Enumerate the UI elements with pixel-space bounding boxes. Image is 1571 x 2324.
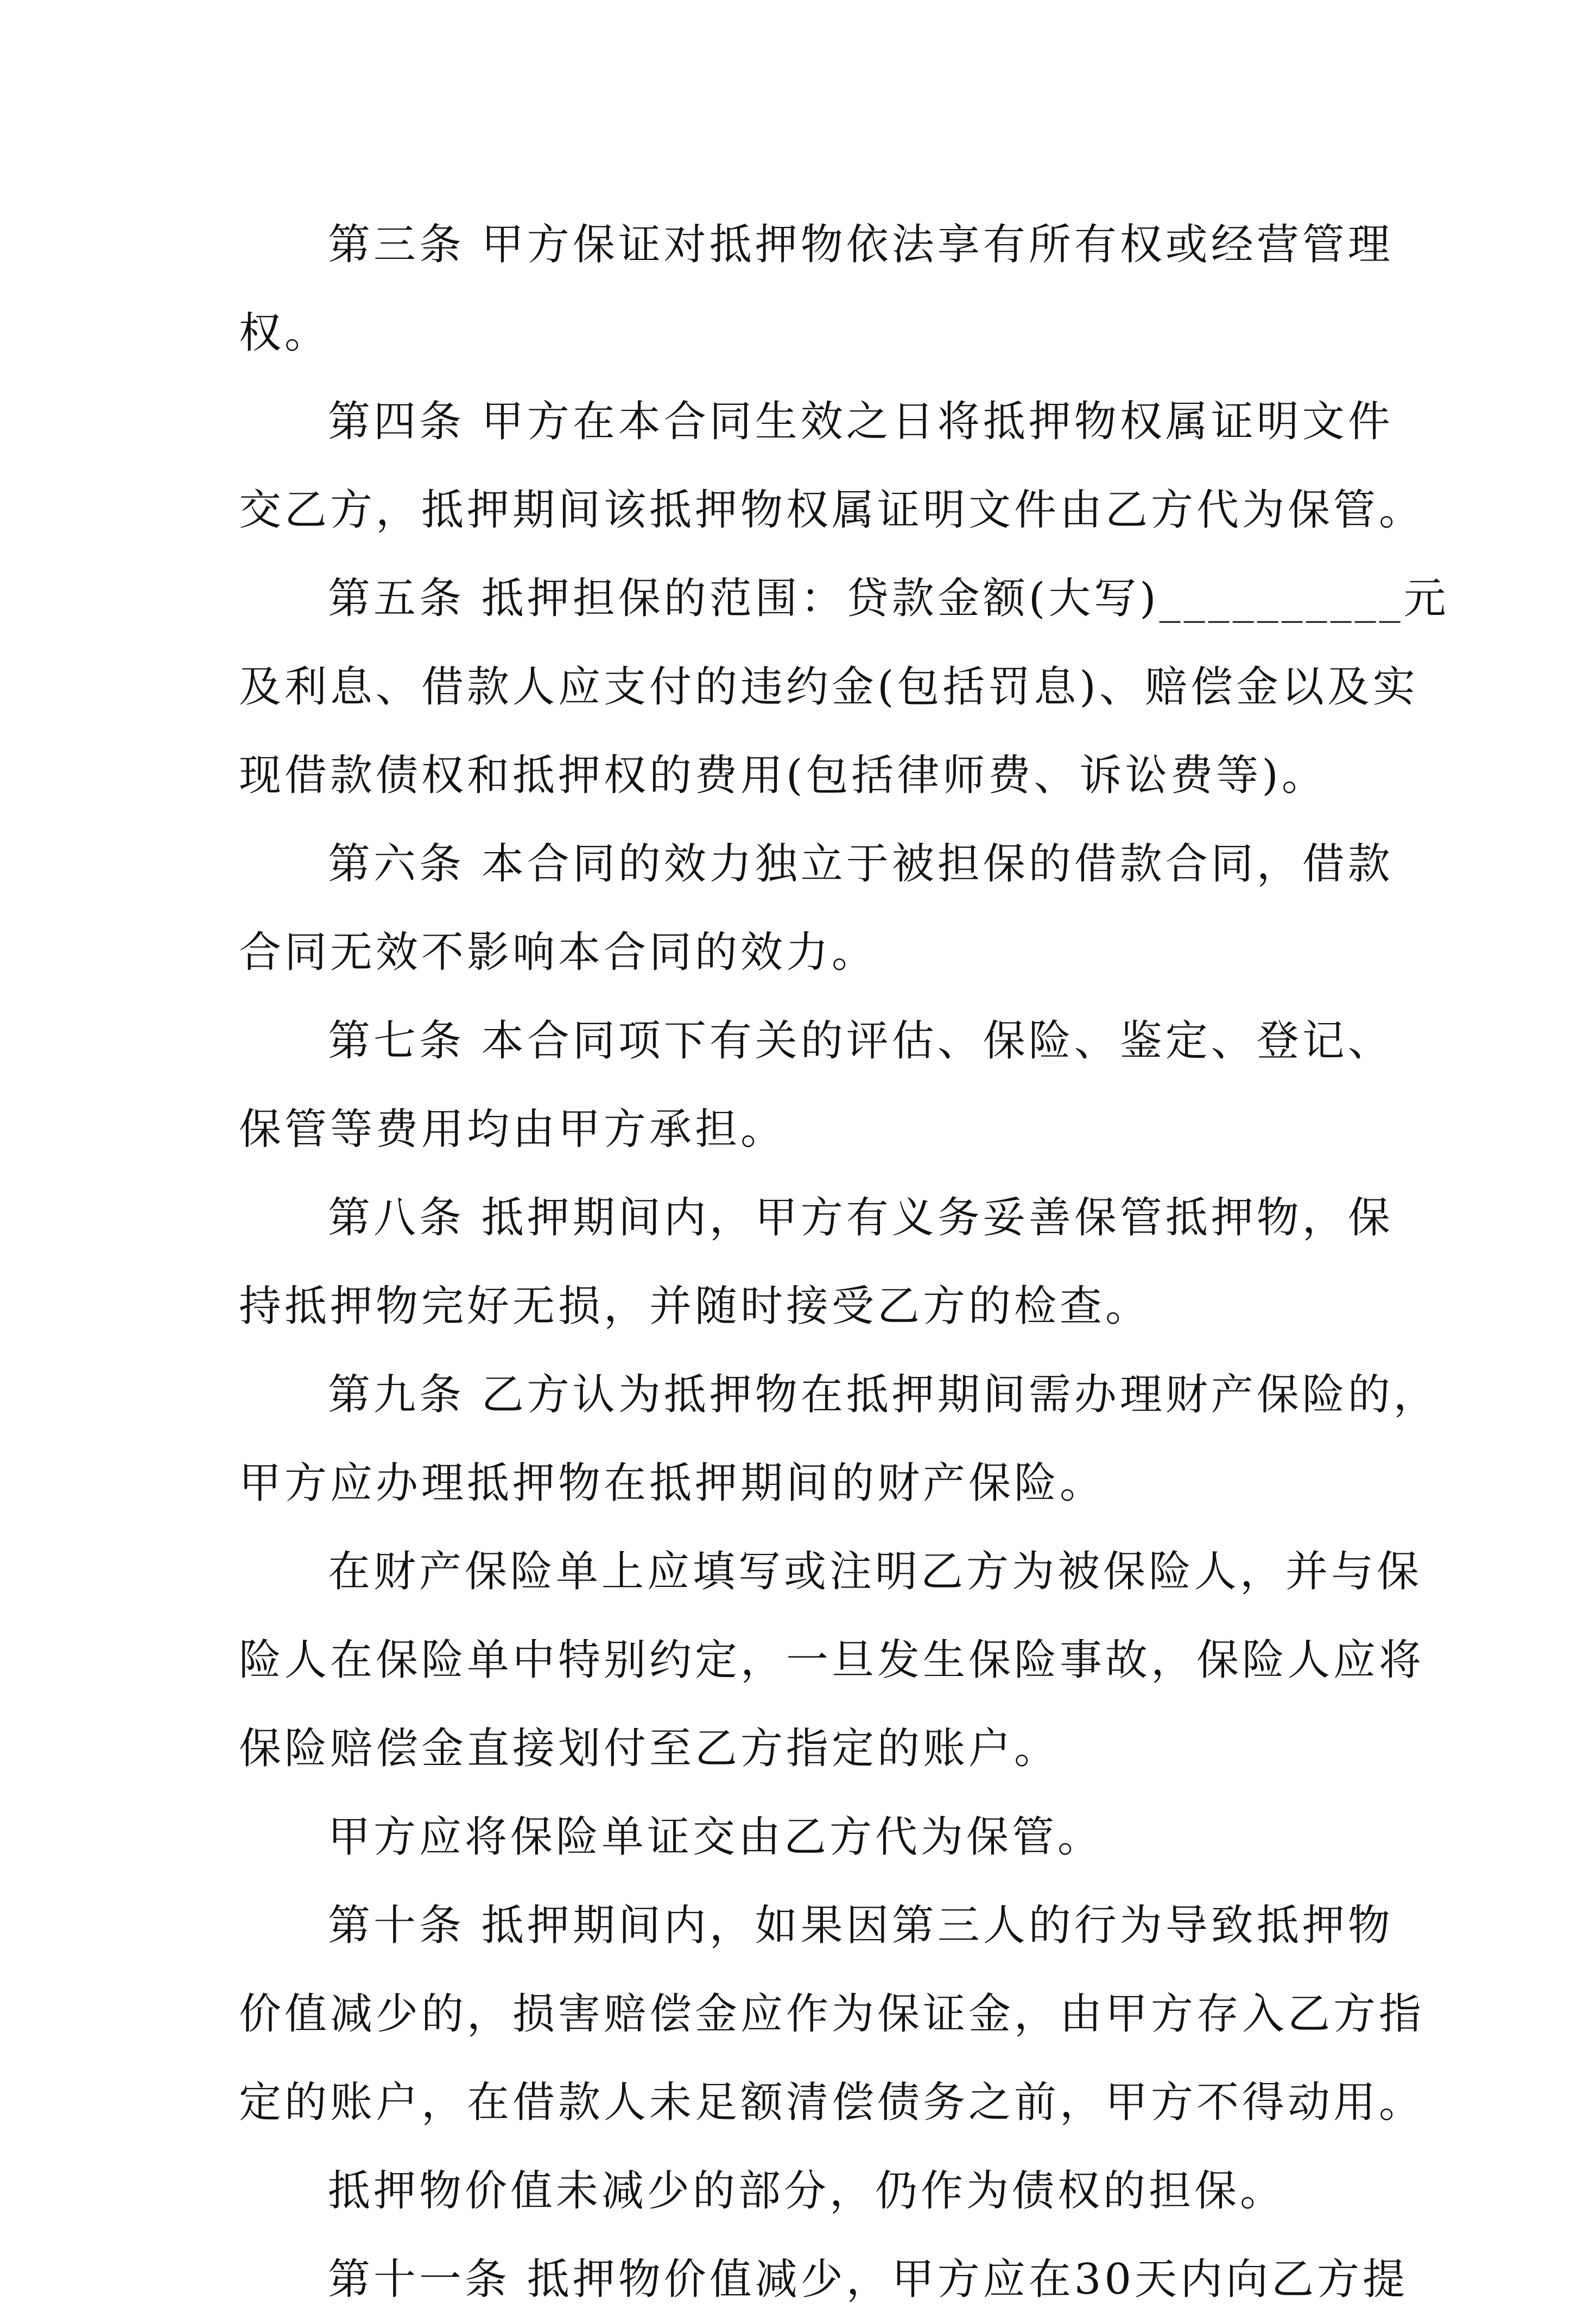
- paragraph-article-10-remaining: [239, 2147, 1341, 2236]
- text-line: 及利息、借款人应支付的违约金(包括罚息)、赔偿金以及实: [239, 663, 1418, 712]
- paragraph-article-10: [239, 1882, 1425, 2147]
- text-line: 第十一条 抵押物价值减少，甲方应在30天内向乙方提: [328, 2255, 1409, 2304]
- paragraph-article-11: [239, 2236, 1409, 2324]
- paragraph-article-5: [239, 555, 1449, 820]
- text-line: 保管等费用均由甲方承担。: [239, 1105, 787, 1154]
- text-line: 在财产保险单上应填写或注明乙方为被保险人，并与保: [328, 1547, 1423, 1596]
- text-line: 权。: [239, 309, 331, 358]
- text-line: 保险赔偿金直接划付至乙方指定的账户。: [239, 1724, 1060, 1773]
- text-line: 甲方应将保险单证交由乙方代为保管。: [328, 1813, 1104, 1862]
- paragraph-article-4: [239, 378, 1425, 555]
- text-line: 合同无效不影响本合同的效力。: [239, 928, 878, 977]
- text-line: 抵押物价值未减少的部分，仍作为债权的担保。: [328, 2167, 1286, 2215]
- text-line: 第三条 甲方保证对抵押物依法享有所有权或经营管理: [328, 220, 1393, 269]
- text-line: 第九条 乙方认为抵押物在抵押期间需办理财产保险的，: [328, 1370, 1439, 1419]
- paragraph-article-3: [239, 201, 1393, 378]
- paragraph-article-8: [239, 1174, 1393, 1351]
- paragraph-article-9-insurance: [239, 1528, 1425, 1793]
- text-line: 价值减少的，损害赔偿金应作为保证金，由甲方存入乙方指: [239, 1990, 1425, 2039]
- paragraph-article-9: [239, 1351, 1439, 1528]
- text-line: 第八条 抵押期间内，甲方有义务妥善保管抵押物，保: [328, 1193, 1393, 1242]
- paragraph-article-9-custody: [239, 1793, 1341, 1882]
- paragraph-article-7: [239, 997, 1393, 1174]
- text-line: 定的账户，在借款人未足额清偿债务之前，甲方不得动用。: [239, 2078, 1425, 2127]
- text-line: 第十条 抵押期间内，如果因第三人的行为导致抵押物: [328, 1901, 1393, 1950]
- text-line: 持抵押物完好无损，并随时接受乙方的检查。: [239, 1282, 1151, 1331]
- text-line: 甲方应办理抵押物在抵押期间的财产保险。: [239, 1459, 1106, 1508]
- paragraph-article-6: [239, 820, 1393, 997]
- text-line: 现借款债权和抵押权的费用(包括律师费、诉讼费等)。: [239, 751, 1327, 800]
- text-line: 第六条 本合同的效力独立于被担保的借款合同，借款: [328, 840, 1393, 888]
- text-line: 交乙方，抵押期间该抵押物权属证明文件由乙方代为保管。: [239, 486, 1425, 535]
- text-line: 第七条 本合同项下有关的评估、保险、鉴定、登记、: [328, 1017, 1393, 1065]
- text-line: 第五条 抵押担保的范围：贷款金额(大写)__________元: [328, 574, 1449, 623]
- document-body: [239, 201, 1449, 2324]
- text-line: 险人在保险单中特别约定，一旦发生保险事故，保险人应将: [239, 1636, 1425, 1685]
- text-line: 第四条 甲方在本合同生效之日将抵押物权属证明文件: [328, 397, 1393, 446]
